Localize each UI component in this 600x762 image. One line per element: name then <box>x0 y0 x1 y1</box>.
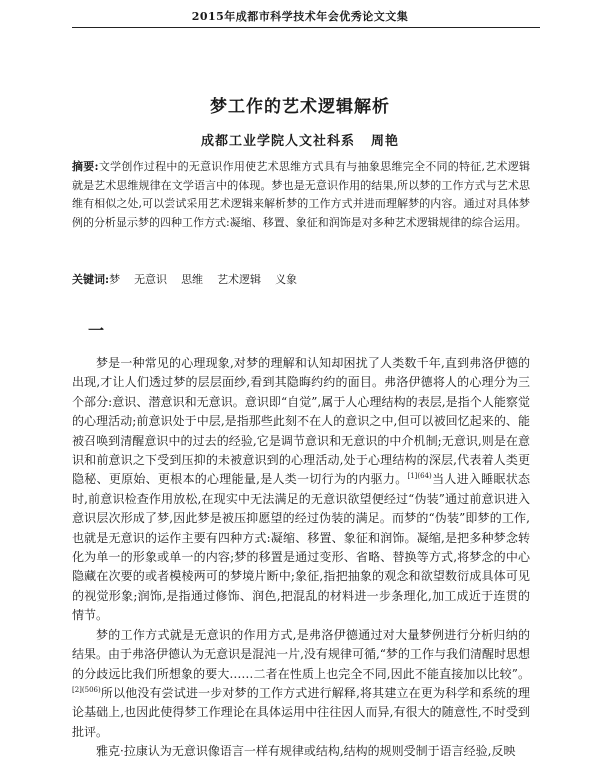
keyword: 艺术逻辑 <box>217 273 262 286</box>
paragraph <box>72 626 530 742</box>
abstract-text: 文学创作过程中的无意识作用使艺术思维方式具有与抽象思维完全不同的特征,艺术逻辑就是艺术思维规律在文学语言中的体现。梦也是无意识作用的结果,所以梦的工作方式与艺术思维有相似之处,可以尝试采用艺术逻辑来解析梦的工作方式并进而理解梦的内容。通过对具体梦例的分析显示梦的四种工作方式:凝缩、移置、象征和润饰是对多种艺术逻辑规律的综合运用。 <box>72 160 531 229</box>
paragraph-text: 当人进入睡眠状态时,前意识检查作用放松,在现实中无法满足的无意识欲望便经过“伪装”通过前意识进入意识层次形成了梦,因此梦是被压抑愿望的经过伪装的满足。而梦的“伪装”即梦的工作,也就是无意识的运作主要有四种方式:凝缩、移置、象征和润饰。凝缩,是把多种梦念转化为单一的形象或单一的内容;梦的移置是通过变形、省略、替换等方式,将梦念的中心隐藏在次要的或者模棱两可的梦境片断中;象征,指把抽象的观念和欲望数衍成具体可见的视觉形象;润饰,是指通过修饰、润色,把混乱的材料进一步条理化,加工成近于连贯的情节。 <box>72 472 530 623</box>
paper-title: 梦工作的艺术逻辑解析 <box>210 97 390 117</box>
paragraph-text: 梦是一种常见的心理现象,对梦的理解和认知却困扰了人类数千年,直到弗洛伊德的出现,才让人们透过梦的层层面纱,看到其隐晦约约的面目。弗洛伊德将人的心理分为三个部分:意识、潜意识和无意识。意识即“自觉”,属于人心理结构的表层,是指个人能察觉的心理活动;前意识处于中层,是指那些此刻不在人的意识之中,但可以被回忆起来的、能被召唤到清醒意识中的过去的经验,它是调节意识和无意识的中介机制;无意识,则是在意识和前意识之下受到压抑的未被意识到的心理活动,处于心理结构的深层,代表着人类更隐秘、更原始、更根本的心理能量,是人类一切行为的内驱力。 <box>72 356 530 487</box>
running-header: 2015年成都市科学技术年会优秀论文文集 <box>191 10 409 23</box>
affiliation: 成都工业学院人文社科系 <box>200 134 355 149</box>
author-name: 周艳 <box>371 134 400 149</box>
header-rule <box>72 27 540 28</box>
keyword: 义象 <box>275 273 298 286</box>
citation: [1](64) <box>407 472 432 481</box>
section-heading: 一 <box>88 321 105 340</box>
keywords-label: 关键词: <box>72 273 110 286</box>
paragraph <box>72 354 530 626</box>
paragraph: 雅克·拉康认为无意识像语言一样有规律或结构,结构的规则受制于语言经验,反映 <box>96 744 516 759</box>
author-line <box>0 130 600 149</box>
abstract <box>72 158 530 232</box>
keywords <box>72 271 530 289</box>
keyword: 梦 <box>109 273 121 286</box>
citation: [2](506) <box>72 685 101 694</box>
body-text <box>72 354 530 762</box>
paragraph-text: 梦的工作方式就是无意识的作用方式,是弗洛伊德通过对大量梦例进行分析归纳的结果。由于弗洛伊德认为无意识是混沌一片,没有规律可循,“梦的工作与我们清醒时思想的分歧远比我们所想象的要大……二者在性质上也完全不同,因此不能直接加以比较”。 <box>72 627 530 681</box>
keyword: 无意识 <box>134 273 168 286</box>
abstract-label: 摘要: <box>72 160 99 173</box>
paragraph-text: 所以他没有尝试进一步对梦的工作方式进行解释,将其建立在更为科学和系统的理论基础上,也因此使得梦工作理论在具体运用中往往因人而异,有很大的随意性,不时受到批评。 <box>72 685 530 739</box>
keyword: 思维 <box>181 273 204 286</box>
